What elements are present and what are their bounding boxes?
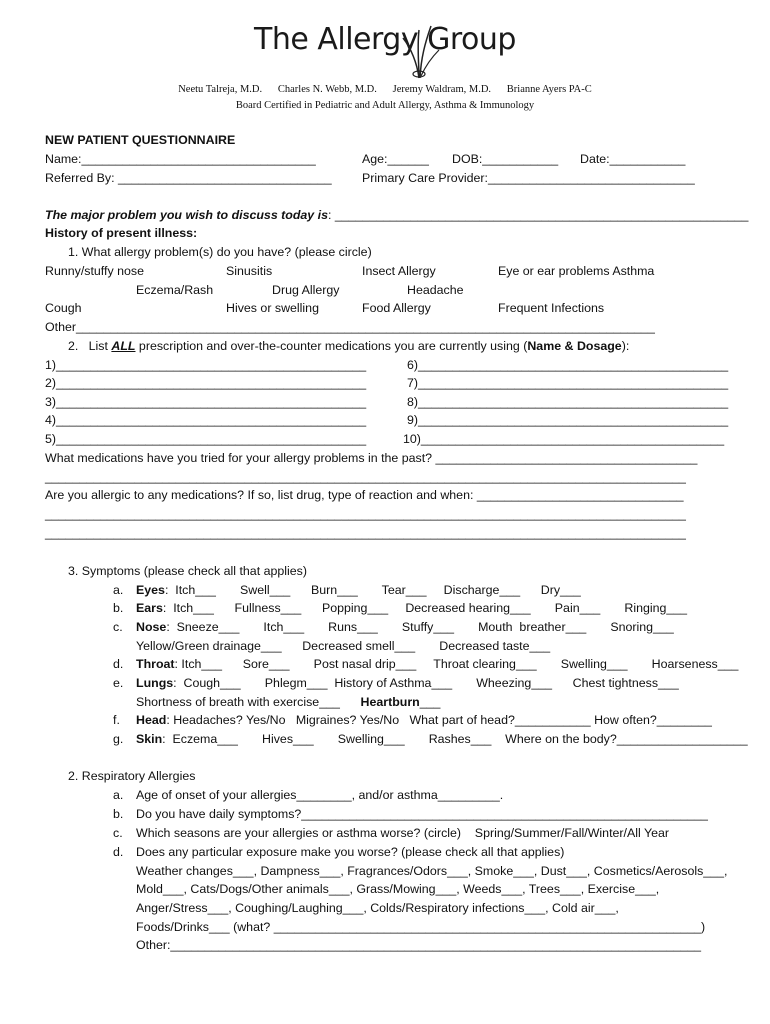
major-problem-label: The major problem you wish to discuss today is	[45, 208, 328, 222]
symptom-letter: g.	[113, 732, 124, 746]
question-respiratory: 2. Respiratory Allergies	[68, 769, 196, 783]
logo-grass-icon	[397, 18, 441, 80]
dob-field[interactable]: DOB:___________	[452, 152, 559, 166]
med-line[interactable]: 7)_____________________________________________	[407, 376, 729, 390]
symptom-letter: e.	[113, 676, 124, 690]
date-field[interactable]: Date:___________	[580, 152, 686, 166]
symptom-head-label: Head	[136, 713, 167, 727]
symptom-nose[interactable]	[136, 620, 674, 635]
resp-letter: b.	[113, 807, 124, 821]
med-line[interactable]: 5)_____________________________________________	[45, 432, 367, 446]
symptom-eyes-label: Eyes	[136, 583, 165, 597]
q2-end: ):	[621, 339, 630, 353]
option-frequent-infections[interactable]: Frequent Infections	[498, 301, 605, 315]
symptom-letter: d.	[113, 657, 124, 671]
med-line[interactable]: 8)_____________________________________________	[407, 395, 729, 409]
form-title: NEW PATIENT QUESTIONNAIRE	[45, 133, 236, 147]
option-hives[interactable]: Hives or swelling	[226, 301, 319, 315]
med-line[interactable]: 10)____________________________________________	[403, 432, 725, 446]
q2-all: ALL	[111, 339, 136, 353]
shortness-breath: Shortness of breath with exercise___	[136, 695, 361, 709]
symptom-ears-options: : Itch___ Fullness___ Popping___ Decreased hearing___ Pain___ Ringing___	[162, 601, 688, 615]
resp-exposure: Does any particular exposure make you worse? (please check all that applies)	[136, 845, 565, 859]
symptom-lungs-cont[interactable]	[136, 695, 440, 710]
symptom-skin-label: Skin	[136, 732, 163, 746]
doctors-line: Neetu Talreja, M.D. Charles N. Webb, M.D. Jeremy Waldram, M.D. Brianne Ayers PA-C	[178, 84, 592, 95]
blank-line[interactable]: _____________________________________________________________________________________________	[45, 470, 686, 484]
logo	[0, 22, 770, 57]
symptom-head-options: : Headaches? Yes/No Migraines? Yes/No What part of head?___________ How often?________	[166, 713, 712, 727]
med-line[interactable]: 9)_____________________________________________	[407, 413, 729, 427]
board-line: Board Certified in Pediatric and Adult Allergy, Asthma & Immunology	[235, 100, 535, 111]
resp-seasons[interactable]: Which seasons are your allergies or asthma worse? (circle) Spring/Summer/Fall/Winter/All Year	[136, 826, 669, 840]
blank-line[interactable]: _____________________________________________________________________________________________	[45, 526, 686, 540]
heartburn-label: Heartburn	[360, 695, 420, 709]
resp-letter: c.	[113, 826, 123, 840]
option-headache[interactable]: Headache	[407, 283, 464, 297]
symptom-eyes-options: : Itch___ Swell___ Burn___ Tear___ Discharge___ Dry___	[164, 583, 581, 597]
symptom-letter: a.	[113, 583, 124, 597]
symptom-letter: b.	[113, 601, 124, 615]
tried-meds-field[interactable]: What medications have you tried for your allergy problems in the past? ______________________________________	[45, 451, 698, 465]
heartburn-line: ___	[419, 695, 441, 709]
option-other-field[interactable]: Other____________________________________________________________________________________	[45, 320, 655, 334]
option-eye-ear-asthma[interactable]: Eye or ear problems Asthma	[498, 264, 655, 278]
exposure-line[interactable]: Anger/Stress___, Coughing/Laughing___, Colds/Respiratory infections___, Cold air___,	[136, 901, 619, 915]
symptom-lungs-options: : Cough___ Phlegm___ History of Asthma___ Wheezing___ Chest tightness___	[173, 676, 679, 690]
option-cough[interactable]: Cough	[45, 301, 82, 315]
symptom-throat-options: : Itch___ Sore___ Post nasal drip___ Throat clearing___ Swelling___ Hoarseness___	[174, 657, 739, 671]
resp-age-onset[interactable]: Age of onset of your allergies________, and/or asthma_________.	[136, 788, 504, 802]
exposure-line[interactable]: Weather changes___, Dampness___, Fragrances/Odors___, Smoke___, Dust___, Cosmetics/Aerosols___,	[136, 864, 728, 878]
symptom-nose-options: : Sneeze___ Itch___ Runs___ Stuffy___ Mouth breather___ Snoring___	[166, 620, 674, 634]
symptom-lungs[interactable]	[136, 676, 679, 691]
symptom-eyes[interactable]	[136, 583, 581, 598]
exposure-line[interactable]: Foods/Drinks___ (what? ______________________________________________________________)	[136, 920, 706, 934]
option-sinusitis[interactable]: Sinusitis	[226, 264, 273, 278]
blank-line[interactable]: _____________________________________________________________________________________________	[45, 507, 686, 521]
history-heading: History of present illness:	[45, 226, 198, 240]
referred-by-field[interactable]: Referred By: _______________________________	[45, 171, 332, 185]
med-line[interactable]: 3)_____________________________________________	[45, 395, 367, 409]
symptom-ears-label: Ears	[136, 601, 163, 615]
resp-letter: a.	[113, 788, 124, 802]
allergic-meds-field[interactable]: Are you allergic to any medications? If so, list drug, type of reaction and when: ______________________________	[45, 488, 684, 502]
question-3: 3. Symptoms (please check all that applies)	[68, 564, 307, 578]
primary-care-field[interactable]: Primary Care Provider:______________________________	[362, 171, 695, 185]
symptom-throat[interactable]	[136, 657, 738, 672]
major-problem-field[interactable]	[45, 208, 748, 223]
symptom-throat-label: Throat	[136, 657, 175, 671]
med-line[interactable]: 6)_____________________________________________	[407, 358, 729, 372]
symptom-letter: c.	[113, 620, 123, 634]
name-field[interactable]: Name:__________________________________	[45, 152, 316, 166]
symptom-ears[interactable]	[136, 601, 687, 616]
symptom-nose-label: Nose	[136, 620, 167, 634]
q2-mid: prescription and over-the-counter medications you are currently using (	[135, 339, 528, 353]
med-line[interactable]: 1)_____________________________________________	[45, 358, 367, 372]
symptom-head[interactable]	[136, 713, 712, 728]
question-1: 1. What allergy problem(s) do you have? (please circle)	[68, 245, 372, 259]
age-field[interactable]: Age:______	[362, 152, 429, 166]
q2-bold: Name & Dosage	[527, 339, 622, 353]
resp-daily-symptoms[interactable]: Do you have daily symptoms?___________________________________________________________	[136, 807, 708, 821]
option-food-allergy[interactable]: Food Allergy	[362, 301, 431, 315]
exposure-line[interactable]: Mold___, Cats/Dogs/Other animals___, Grass/Mowing___, Weeds___, Trees___, Exercise___,	[136, 882, 660, 896]
symptom-lungs-label: Lungs	[136, 676, 174, 690]
med-line[interactable]: 4)_____________________________________________	[45, 413, 367, 427]
major-problem-line: : ____________________________________________________________	[327, 208, 749, 222]
option-eczema[interactable]: Eczema/Rash	[136, 283, 214, 297]
option-insect-allergy[interactable]: Insect Allergy	[362, 264, 436, 278]
symptom-skin-options: : Eczema___ Hives___ Swelling___ Rashes___ Where on the body?___________________	[162, 732, 748, 746]
logo-text: The Allergy Group	[254, 22, 516, 57]
symptom-nose-cont[interactable]: Yellow/Green drainage___ Decreased smell___ Decreased taste___	[136, 639, 551, 653]
med-line[interactable]: 2)_____________________________________________	[45, 376, 367, 390]
symptom-skin[interactable]	[136, 732, 748, 747]
exposure-other[interactable]: Other:_____________________________________________________________________________	[136, 938, 702, 952]
symptom-letter: f.	[113, 713, 120, 727]
q2-prefix: 2. List	[68, 339, 112, 353]
option-drug-allergy[interactable]: Drug Allergy	[272, 283, 340, 297]
option-runny-nose[interactable]: Runny/stuffy nose	[45, 264, 144, 278]
question-2	[68, 339, 629, 354]
resp-letter: d.	[113, 845, 124, 859]
